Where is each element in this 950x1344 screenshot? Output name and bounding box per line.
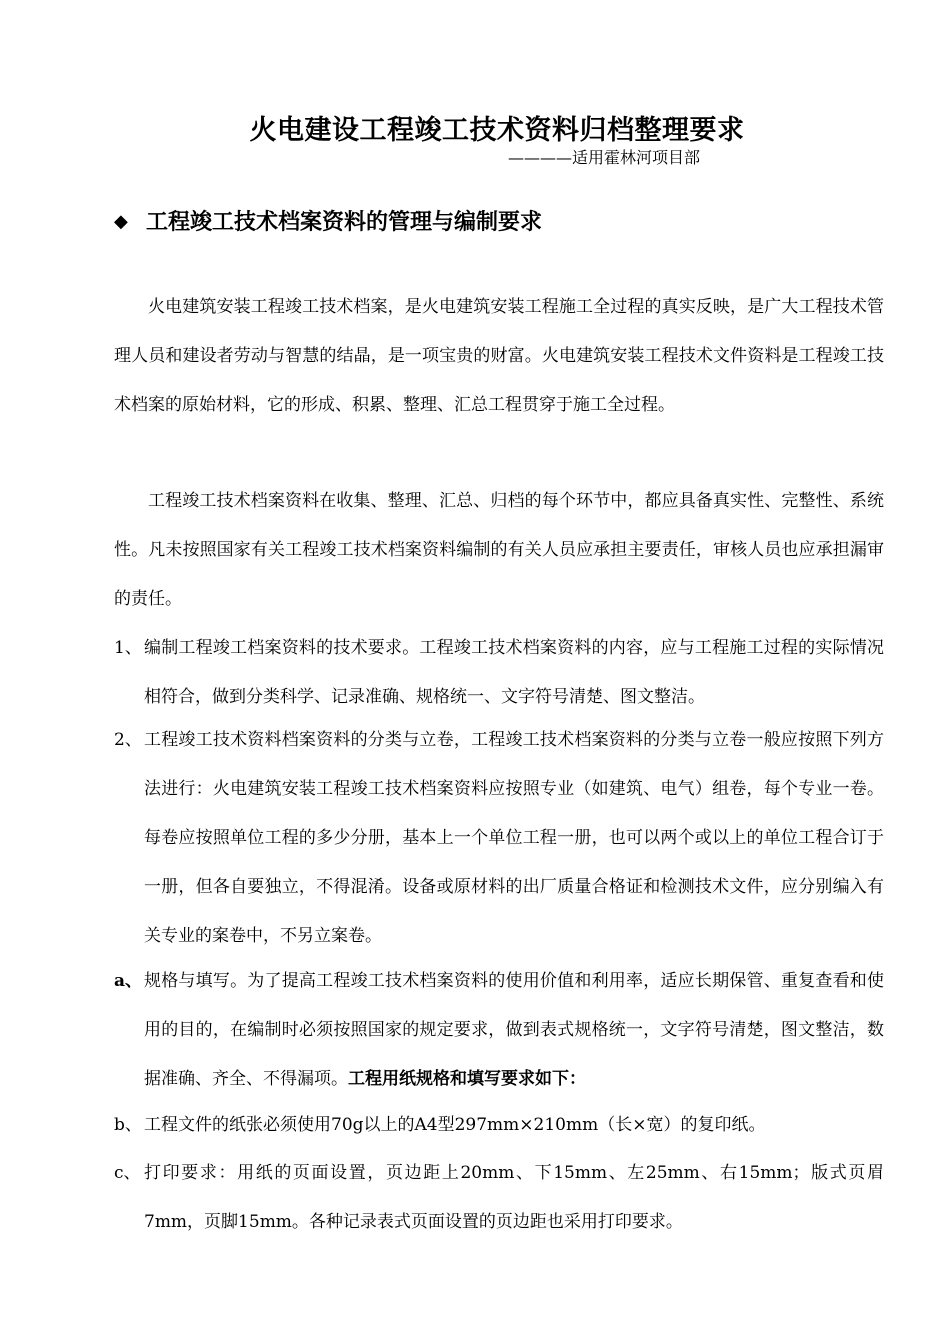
list-item-marker: 1、 [114,638,142,658]
list-item-marker: 2、 [114,730,142,750]
list-item-marker: b、 [114,1115,142,1135]
list-item-text: 打印要求：用纸的页面设置，页边距上20mm、下15mm、左25mm、右15mm；版式页眉7mm，页脚15mm。各种记录表式页面设置的页边距也采用打印要求。 [144,1163,884,1232]
list-item-text: 规格与填写。为了提高工程竣工技术档案资料的使用价值和利用率，适应长期保管、重复查看和使用的目的，在编制时必须按照国家的规定要求，做到表式规格统一，文字符号清楚，图文整洁，数据准确、齐全、不得漏项。 [144,971,884,1089]
document-title: 火电建设工程竣工技术资料归档整理要求 [249,115,745,146]
list-item-text: 编制工程竣工档案资料的技术要求。工程竣工技术档案资料的内容，应与工程施工过程的实际情况相符合，做到分类科学、记录准确、规格统一、文字符号清楚、图文整洁。 [144,638,884,707]
list-item-text: 工程文件的纸张必须使用70g以上的A4型297mm×210mm（长×宽）的复印纸。 [144,1115,766,1135]
document-subtitle: ————适用霍林河项目部 [508,148,701,167]
list-item-bold-text: 工程用纸规格和填写要求如下： [348,1069,586,1089]
paragraph: 火电建筑安装工程竣工技术档案，是火电建筑安装工程施工全过程的真实反映，是广大工程技术管理人员和建设者劳动与智慧的结晶，是一项宝贵的财富。火电建筑安装工程技术文件资料是工程竣工技术档案的原始材料，它的形成、积累、整理、汇总工程贯穿于施工全过程。 [114,297,884,415]
section-heading [114,205,542,236]
list-item-marker: c、 [114,1163,141,1183]
list-item [114,1101,884,1150]
list-item [114,957,884,1104]
diamond-bullet-icon: ◆ [114,211,128,232]
list-item [114,1149,884,1247]
paragraph: 工程竣工技术档案资料在收集、整理、汇总、归档的每个环节中，都应具备真实性、完整性、系统性。凡未按照国家有关工程竣工技术档案资料编制的有关人员应承担主要责任，审核人员也应承担漏审的责任。 [114,491,884,609]
list-item-text: 工程竣工技术资料档案资料的分类与立卷，工程竣工技术档案资料的分类与立卷一般应按照下列方法进行：火电建筑安装工程竣工技术档案资料应按照专业（如建筑、电气）组卷，每个专业一卷。每卷应按照单位工程的多少分册，基本上一个单位工程一册，也可以两个或以上的单位工程合订于一册，但各自要独立，不得混淆。设备或原材料的出厂质量合格证和检测技术文件，应分别编入有关专业的案卷中，不另立案卷。 [144,730,884,946]
list-item [114,716,884,961]
list-item [114,624,884,722]
list-item-marker: a、 [114,971,143,991]
section-heading-text: 工程竣工技术档案资料的管理与编制要求 [146,210,543,235]
